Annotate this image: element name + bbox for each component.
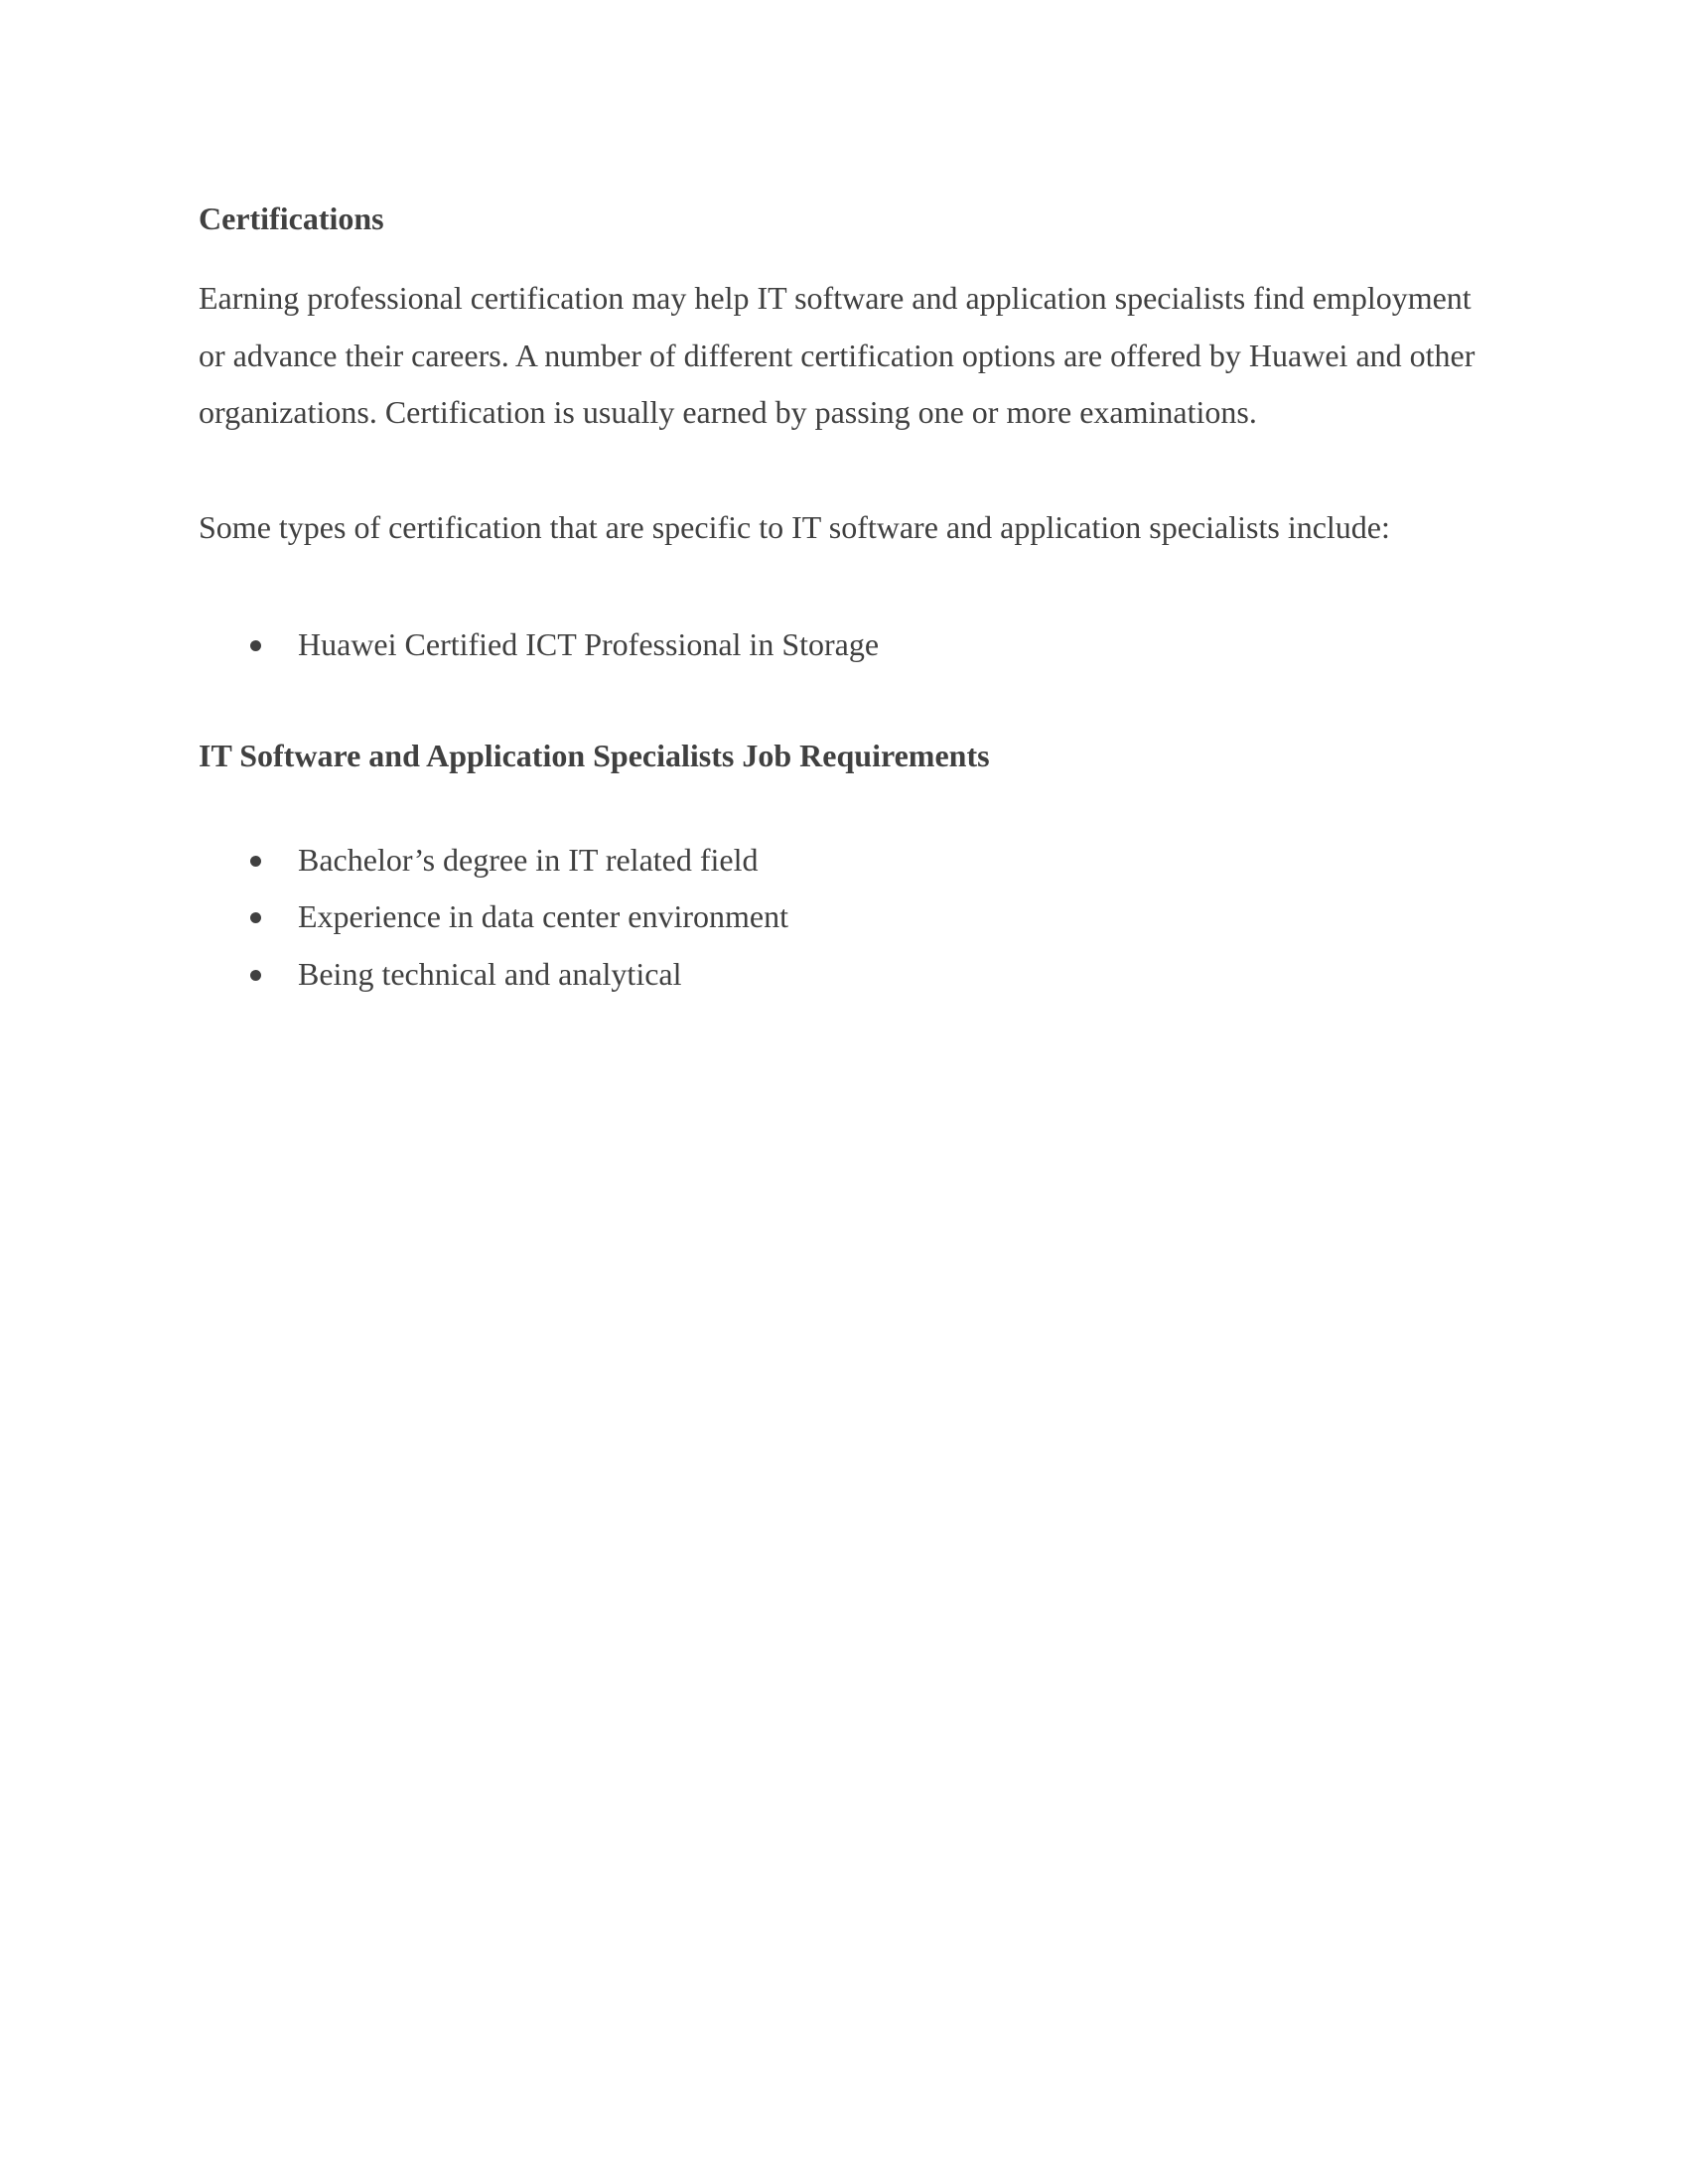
list-item-text: Experience in data center environment <box>298 898 788 934</box>
list-item-text: Huawei Certified ICT Professional in Storage <box>298 626 880 662</box>
document-page <box>199 194 1489 1003</box>
certifications-intro-paragraph: Earning professional certification may help IT software and application specialists find employment or advance their careers. A number of different certification options are offered by Huawei and other organizations. Certification is usually earned by passing one or more examinations. <box>199 280 1476 430</box>
bullet-icon <box>250 640 261 651</box>
list-item-text: Bachelor’s degree in IT related field <box>298 841 759 878</box>
bullet-icon <box>250 912 261 923</box>
list-item <box>199 946 1489 1004</box>
certification-list <box>199 616 1489 674</box>
bullet-icon <box>250 856 261 867</box>
certifications-heading: Certifications <box>199 201 384 236</box>
list-item <box>199 888 1489 946</box>
job-requirements-heading: IT Software and Application Specialists Job Requirements <box>199 737 990 773</box>
bullet-icon <box>250 970 261 981</box>
list-item <box>199 616 1489 674</box>
list-item <box>199 832 1489 889</box>
list-item-text: Being technical and analytical <box>298 955 682 992</box>
job-requirements-list <box>199 832 1489 1004</box>
certification-types-intro: Some types of certification that are specific to IT software and application specialists include: <box>199 508 1390 545</box>
